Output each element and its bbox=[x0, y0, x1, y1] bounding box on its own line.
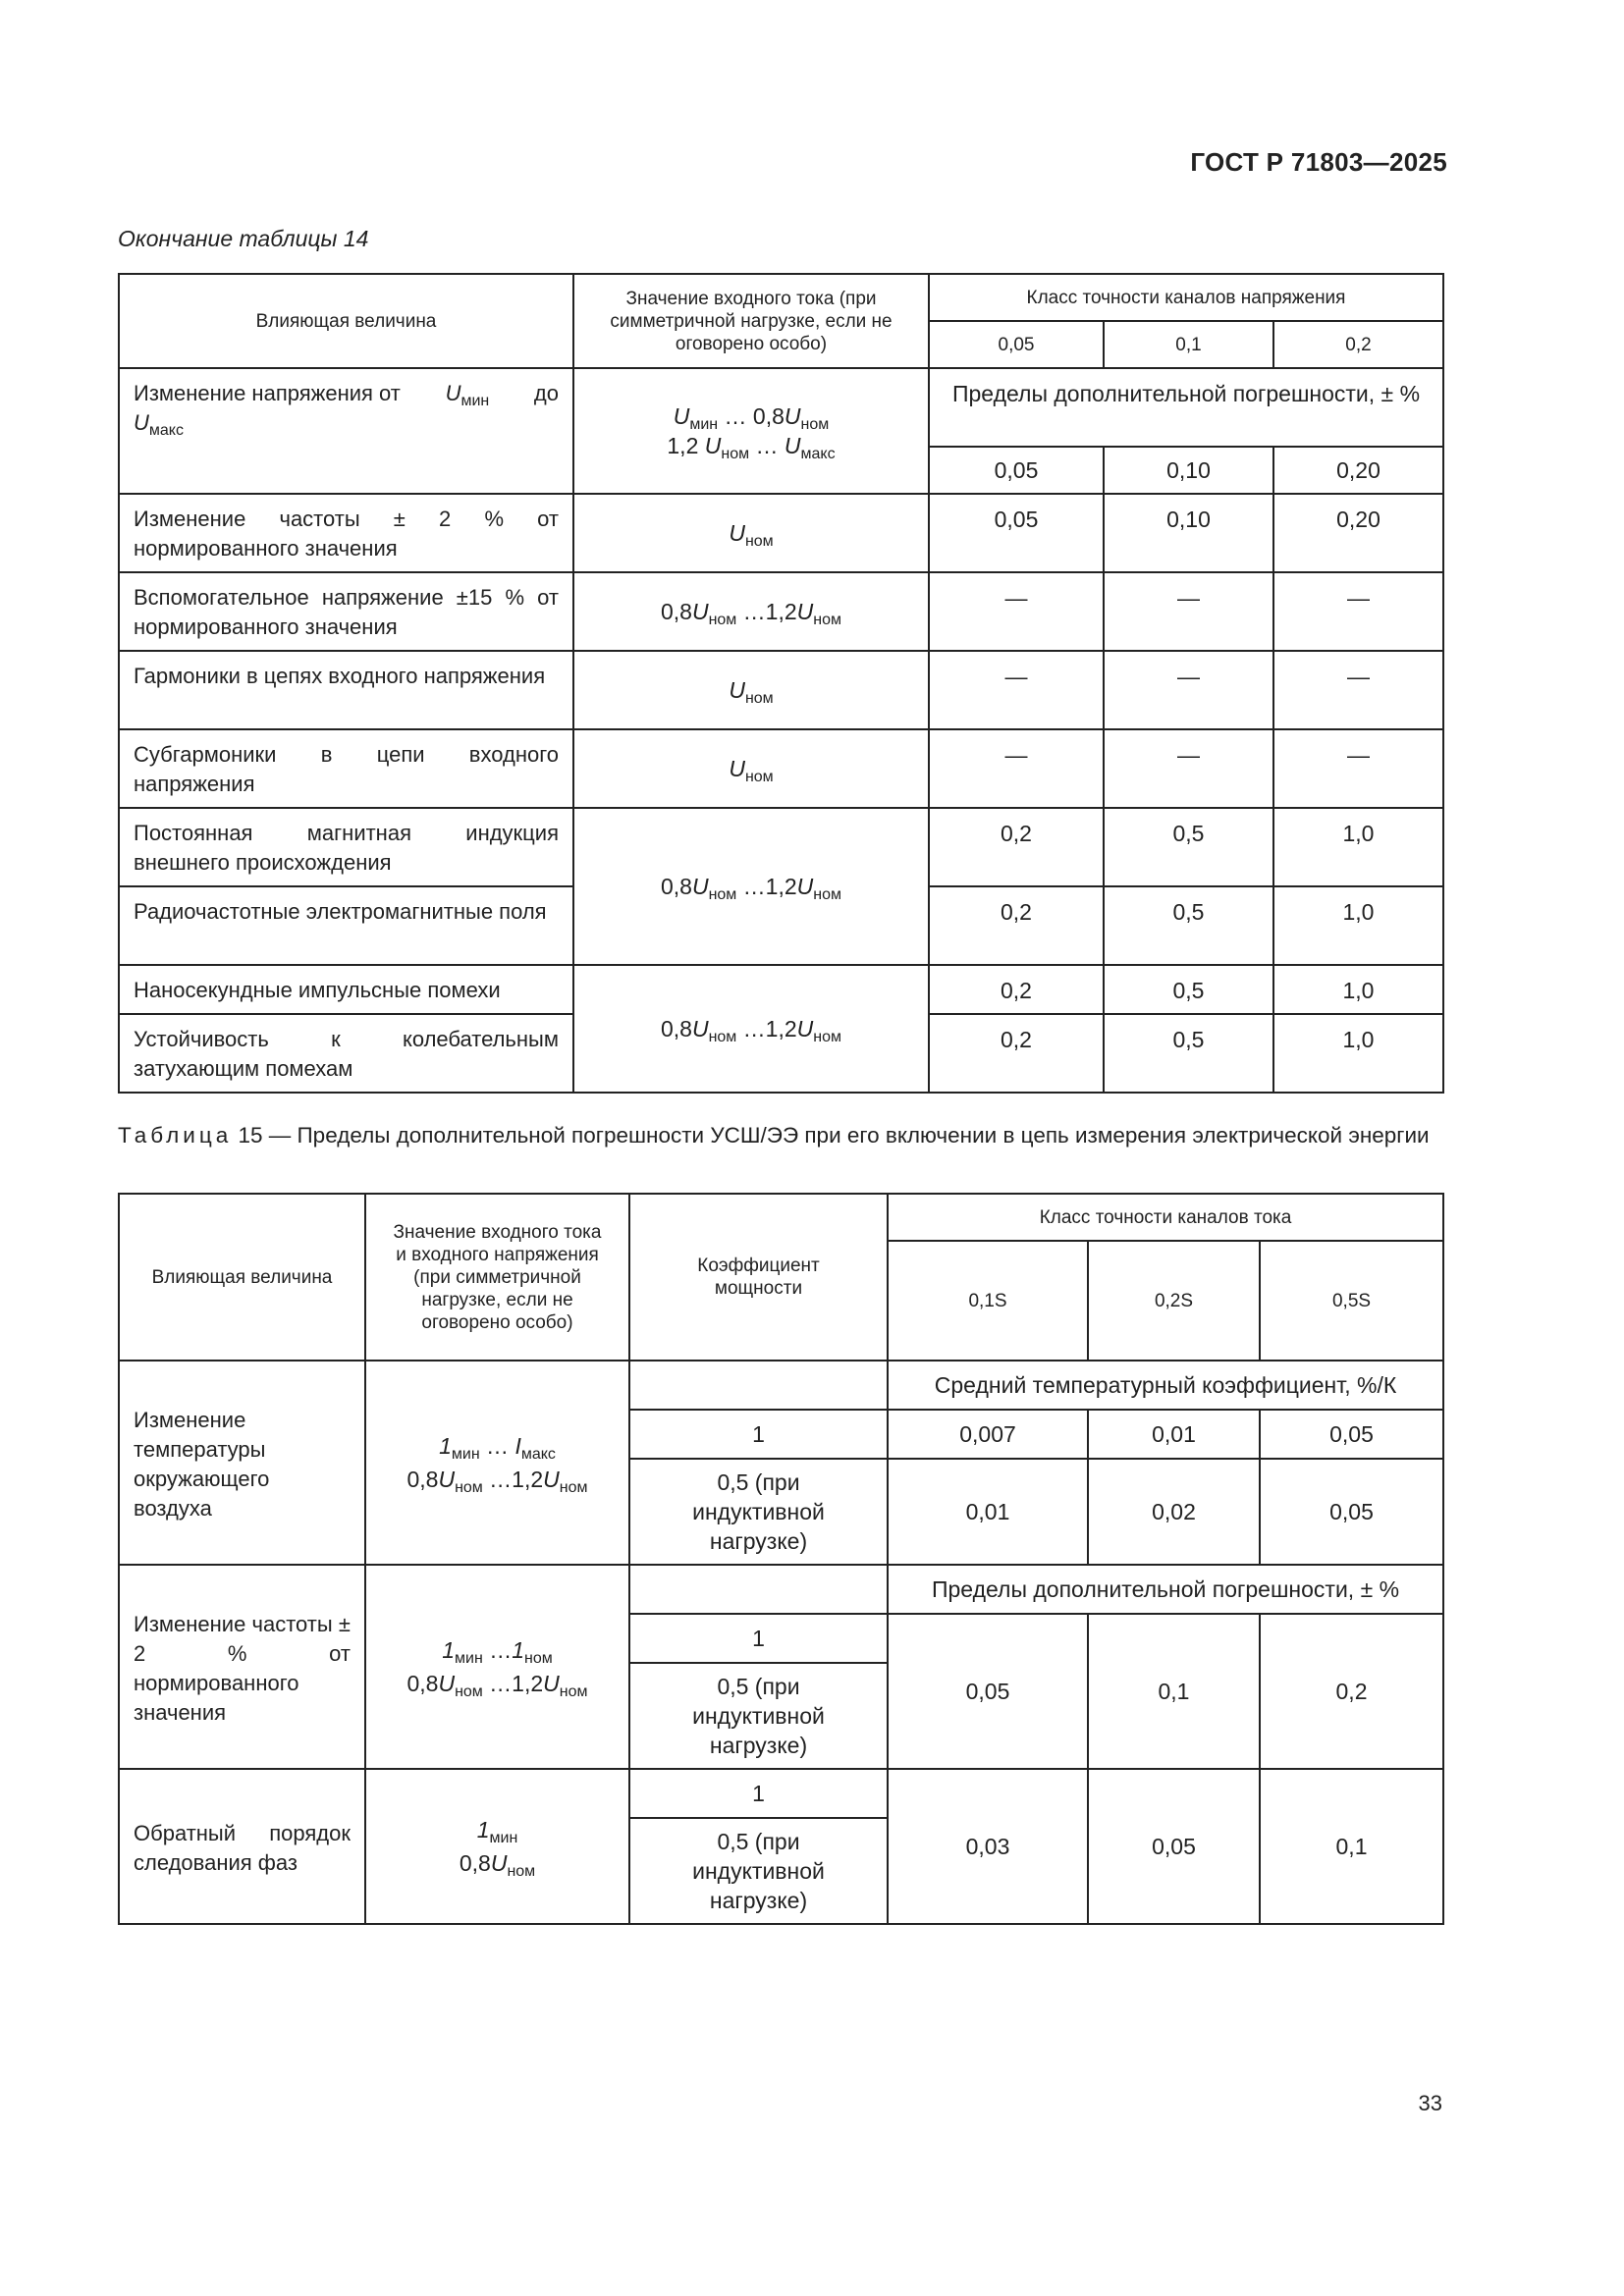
table-15-caption: Таблица 15 — Пределы дополнительной погрешности УСШ/ЭЭ при его включении в цепь измерения электрической энергии bbox=[118, 1123, 1430, 1148]
row-label-rf-fields: Радиочастотные электромагнитные поля bbox=[119, 886, 573, 965]
cell-value: 0,05 bbox=[888, 1614, 1088, 1769]
temp-coeff-title: Средний температурный коэффициент, %/К bbox=[888, 1361, 1443, 1410]
row-label-aux-voltage: Вспомогательное напряжение ±15 % от нормированного значения bbox=[119, 572, 573, 651]
header-influence: Влияющая величина bbox=[119, 1194, 365, 1361]
cell-value: 0,03 bbox=[888, 1769, 1088, 1924]
formula-current-voltage-nom: $1_{мин}$ $\dots 1_{ном}$ $0,8U_{ном}$ $\dots 1,2U_{ном}$ bbox=[365, 1565, 629, 1769]
table-14 bbox=[118, 273, 1444, 1094]
cell-value: 0,1 bbox=[1088, 1614, 1260, 1769]
cell-value: — bbox=[1273, 651, 1443, 729]
formula-voltage-band: $0,8U_{ном}$ $\dots 1,2U_{ном}$ bbox=[573, 965, 929, 1093]
cell-value: 0,5 bbox=[1104, 965, 1273, 1014]
cell-value: — bbox=[1273, 729, 1443, 808]
formula-min-current-voltage: $1_{мин}$ $0,8U_{ном}$ bbox=[365, 1769, 629, 1924]
page-number: 33 bbox=[1418, 2091, 1442, 2115]
header-power-factor: Коэффициент мощности bbox=[629, 1194, 888, 1361]
header-input-current: Значение входного тока (при симметричной нагрузке, если не оговорено особо) bbox=[573, 274, 929, 368]
formula-u-nom: $U_{ном}$ bbox=[573, 494, 929, 572]
power-factor-1: 1 bbox=[629, 1410, 888, 1459]
row-label-damped-oscillatory: Устойчивость к колебательным затухающим помехам bbox=[119, 1014, 573, 1093]
power-factor-1: 1 bbox=[629, 1614, 888, 1663]
formula-u-nom: $U_{ном}$ bbox=[573, 729, 929, 808]
cell-value: 0,05 bbox=[1260, 1410, 1443, 1459]
header-class-3: 0,5S bbox=[1260, 1241, 1443, 1361]
cell-value: 1,0 bbox=[1273, 1014, 1443, 1093]
limit-val-3: 0,20 bbox=[1273, 447, 1443, 494]
power-factor-1: 1 bbox=[629, 1769, 888, 1818]
header-accuracy-group: Класс точности каналов тока bbox=[888, 1194, 1443, 1241]
row-label-temperature: Изменение температуры окружающего воздуха bbox=[119, 1361, 365, 1565]
cell-value: 0,01 bbox=[888, 1459, 1088, 1565]
header-class-3: 0,2 bbox=[1273, 321, 1443, 368]
cell-value: 0,2 bbox=[929, 886, 1104, 965]
header-class-1: 0,1S bbox=[888, 1241, 1088, 1361]
cell-value: 0,2 bbox=[929, 1014, 1104, 1093]
header-influence: Влияющая величина bbox=[119, 274, 573, 368]
formula-voltage-band: $0,8U_{ном}$ $\dots 1,2U_{ном}$ bbox=[573, 572, 929, 651]
cell-value: 0,5 bbox=[1104, 886, 1273, 965]
cell-value: 1,0 bbox=[1273, 886, 1443, 965]
cell-value: — bbox=[929, 729, 1104, 808]
power-factor-inductive: 0,5 (при индуктивной нагрузке) bbox=[629, 1459, 888, 1565]
limit-val-2: 0,10 bbox=[1104, 447, 1273, 494]
cell-value: 0,05 bbox=[1260, 1459, 1443, 1565]
row-label-subharmonics: Субгармоники в цепи входного напряжения bbox=[119, 729, 573, 808]
formula-voltage-range: $U_{мин}$ … $0,8U_{ном}$ 1,2 $U_{ном}$ … $U_{макс}$ bbox=[573, 368, 929, 494]
cell-empty bbox=[629, 1361, 888, 1410]
cell-value: 0,007 bbox=[888, 1410, 1088, 1459]
row-label-reverse-phase: Обратный порядок следования фаз bbox=[119, 1769, 365, 1924]
cell-value: — bbox=[1104, 572, 1273, 651]
cell-value: 0,05 bbox=[929, 494, 1104, 572]
limits-title: Пределы дополнительной погрешности, ± % bbox=[929, 368, 1443, 447]
cell-value: 0,05 bbox=[1088, 1769, 1260, 1924]
header-input-current-voltage: Значение входного тока и входного напряжения (при симметричной нагрузке, если не оговорено особо) bbox=[365, 1194, 629, 1361]
cell-value: 0,20 bbox=[1273, 494, 1443, 572]
row-label-harmonics: Гармоники в цепях входного напряжения bbox=[119, 651, 573, 729]
row-label-magnetic-induction: Постоянная магнитная индукция внешнего происхождения bbox=[119, 808, 573, 886]
cell-value: 1,0 bbox=[1273, 808, 1443, 886]
cell-value: — bbox=[929, 572, 1104, 651]
header-class-2: 0,1 bbox=[1104, 321, 1273, 368]
cell-value: — bbox=[1273, 572, 1443, 651]
header-class-2: 0,2S bbox=[1088, 1241, 1260, 1361]
formula-current-voltage-range: $1_{мин}$ … $I_{макс}$ $0,8U_{ном}$ $\dots 1,2U_{ном}$ bbox=[365, 1361, 629, 1565]
formula-voltage-band: $0,8U_{ном}$ $\dots 1,2U_{ном}$ bbox=[573, 808, 929, 965]
formula-u-nom: $U_{ном}$ bbox=[573, 651, 929, 729]
document-id: ГОСТ Р 71803—2025 bbox=[1190, 147, 1447, 177]
power-factor-inductive: 0,5 (при индуктивной нагрузке) bbox=[629, 1663, 888, 1769]
limits-title: Пределы дополнительной погрешности, ± % bbox=[888, 1565, 1443, 1614]
row-label-nanosecond-pulses: Наносекундные импульсные помехи bbox=[119, 965, 573, 1014]
header-class-1: 0,05 bbox=[929, 321, 1104, 368]
row-label-frequency-change: Изменение частоты ± 2 % от нормированного значения bbox=[119, 494, 573, 572]
cell-value: 0,10 bbox=[1104, 494, 1273, 572]
power-factor-inductive: 0,5 (при индуктивной нагрузке) bbox=[629, 1818, 888, 1924]
cell-value: 0,2 bbox=[929, 808, 1104, 886]
cell-value: — bbox=[1104, 729, 1273, 808]
cell-value: 0,1 bbox=[1260, 1769, 1443, 1924]
cell-empty bbox=[629, 1565, 888, 1614]
cell-value: 0,2 bbox=[1260, 1614, 1443, 1769]
header-accuracy-group: Класс точности каналов напряжения bbox=[929, 274, 1443, 321]
cell-value: 0,01 bbox=[1088, 1410, 1260, 1459]
table-14-caption: Окончание таблицы 14 bbox=[118, 226, 369, 251]
cell-value: 0,5 bbox=[1104, 1014, 1273, 1093]
table-15 bbox=[118, 1193, 1444, 1925]
cell-value: — bbox=[1104, 651, 1273, 729]
cell-value: 0,5 bbox=[1104, 808, 1273, 886]
row-label-frequency-change: Изменение частоты ± 2 % от нормированного значения bbox=[119, 1565, 365, 1769]
cell-value: 1,0 bbox=[1273, 965, 1443, 1014]
cell-value: — bbox=[929, 651, 1104, 729]
cell-value: 0,02 bbox=[1088, 1459, 1260, 1565]
limit-val-1: 0,05 bbox=[929, 447, 1104, 494]
cell-value: 0,2 bbox=[929, 965, 1104, 1014]
row-label-voltage-change: Изменение напряжения от $U_{мин}$ до $U_{макс}$ bbox=[119, 368, 573, 494]
